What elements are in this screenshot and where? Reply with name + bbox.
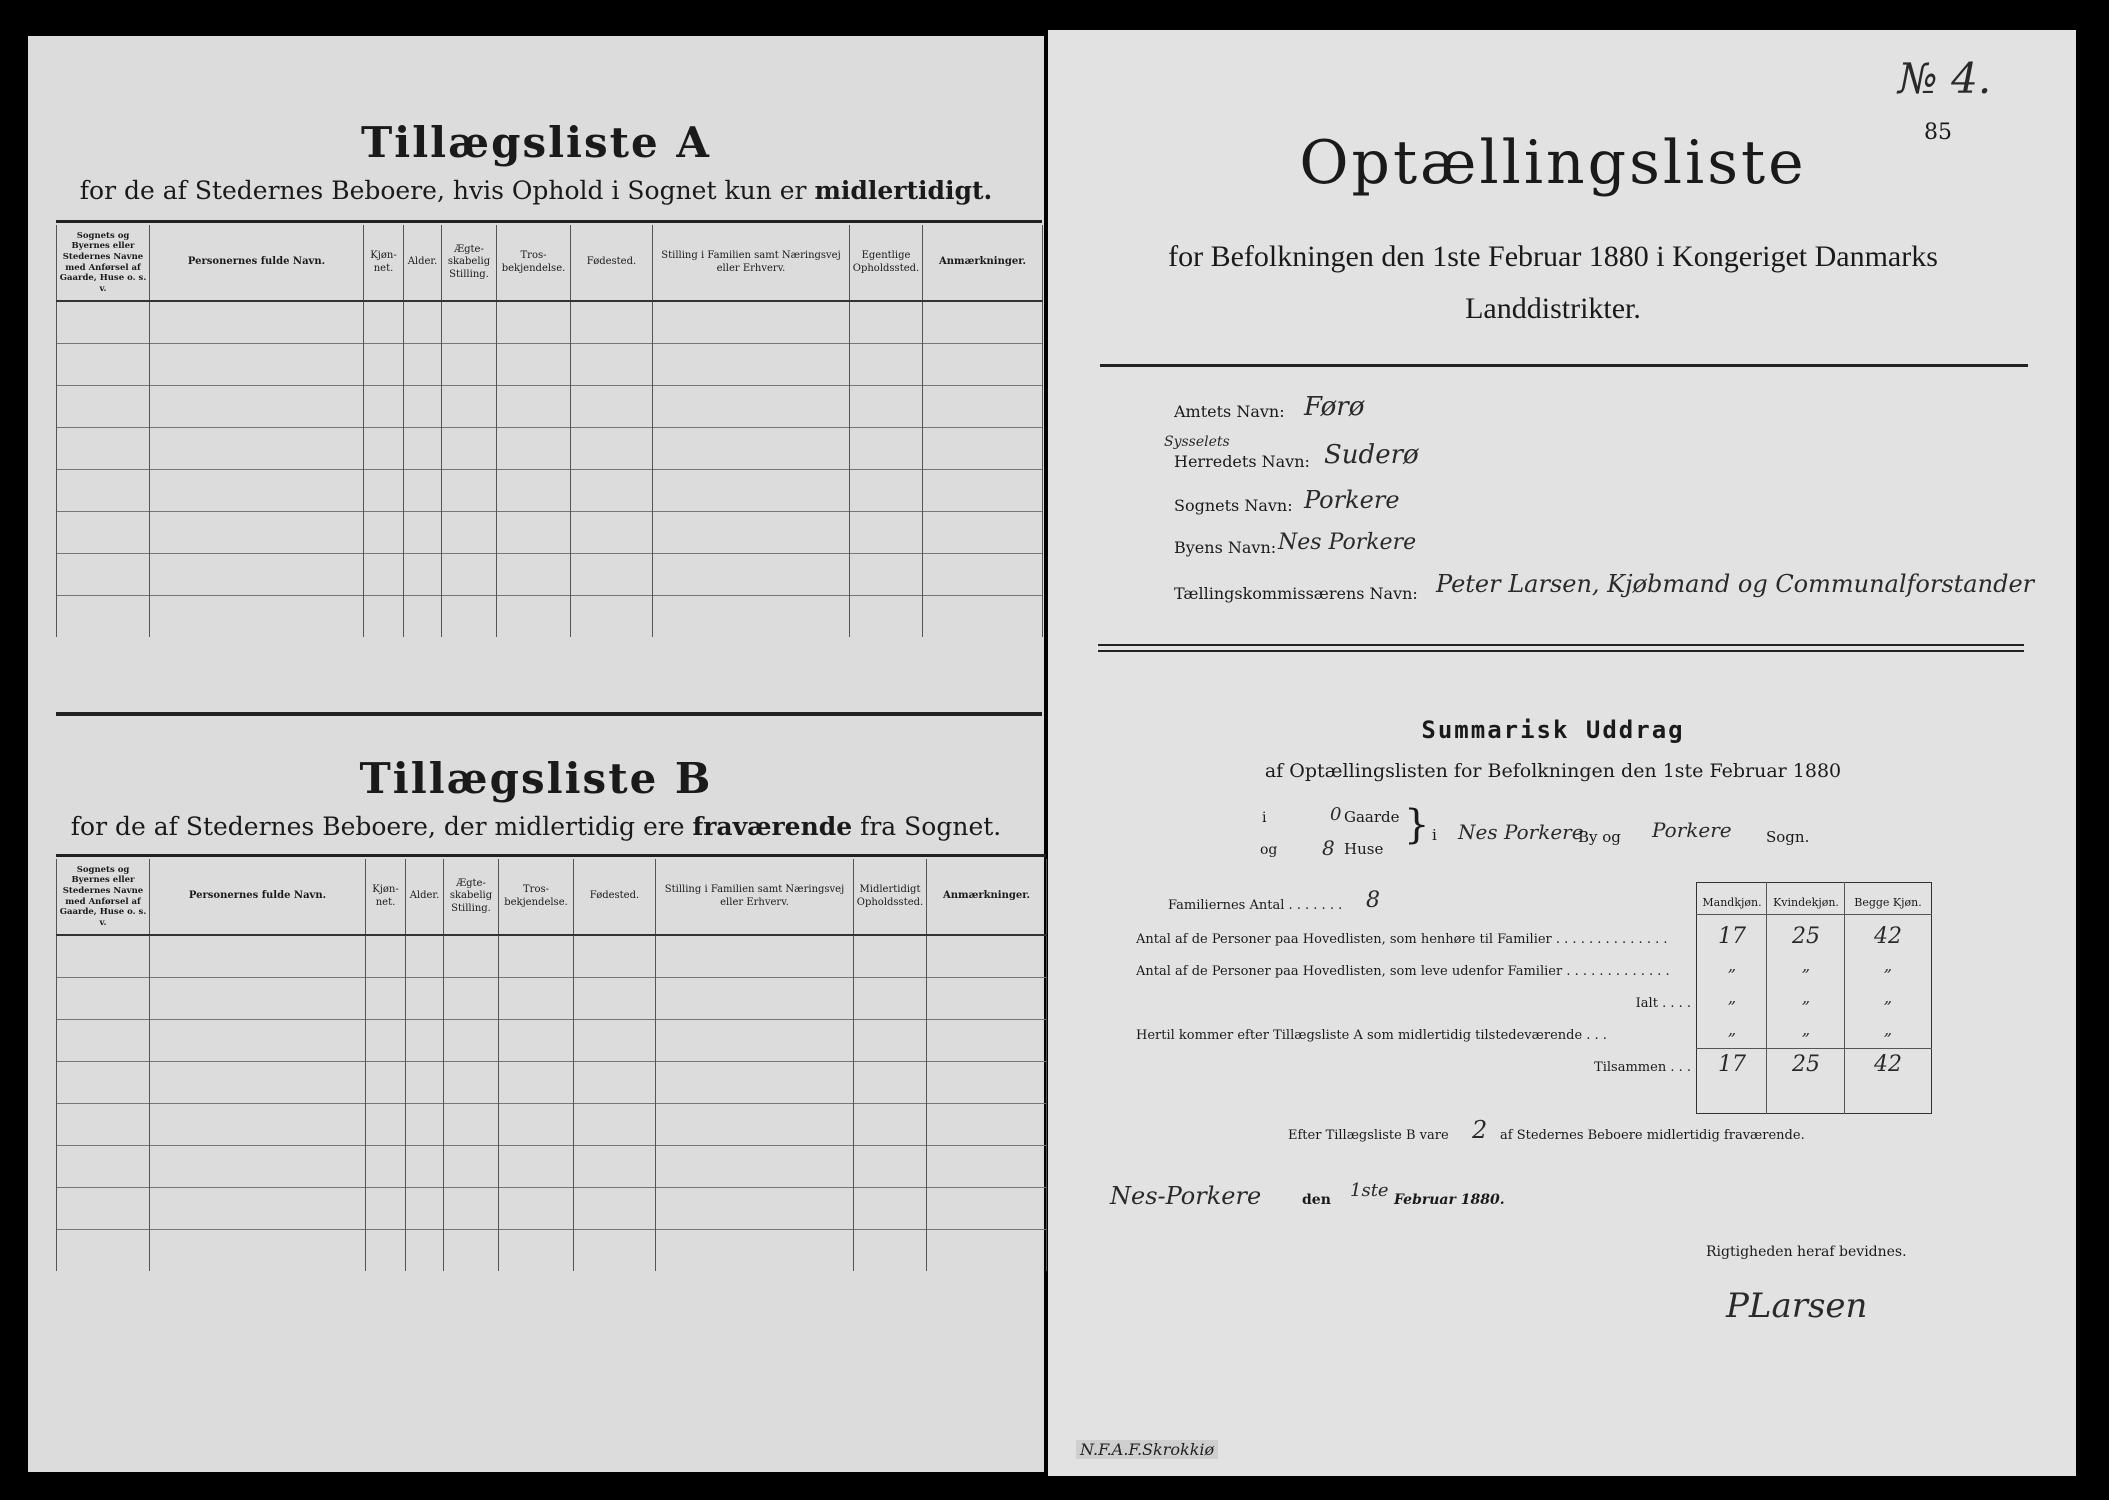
- col-header-sex: Kjøn-net.: [364, 225, 404, 301]
- table-row: [57, 1230, 1047, 1272]
- header-rule: [1100, 364, 2028, 367]
- col-header-remarks: Anmærkninger.: [927, 859, 1047, 935]
- cell-value: „: [1727, 988, 1737, 1007]
- cell-value: 17: [1718, 1052, 1746, 1077]
- table-row: [57, 596, 1043, 638]
- footer-note: N.F.A.F.Skrokkiø: [1076, 1440, 1218, 1459]
- col-header-age: Alder.: [406, 859, 444, 935]
- bracket-icon: }: [1404, 802, 1430, 848]
- cell-value: 25: [1792, 924, 1820, 949]
- sogn-label: Sognets Navn:: [1174, 496, 1293, 515]
- cell-value: 42: [1874, 1052, 1902, 1077]
- cell-value: „: [1801, 1020, 1811, 1039]
- col-header-sex: Kjøn-net.: [366, 859, 406, 935]
- col-divider: [1844, 882, 1845, 1114]
- sheet-number: № 4.: [1898, 54, 1992, 103]
- page-number: 85: [1924, 120, 1952, 145]
- list-a-table: [56, 225, 1043, 637]
- list-a-subtitle: [28, 176, 1044, 205]
- commissioner-value: Peter Larsen, Kjøbmand og Communalforstander: [1436, 570, 2035, 598]
- date-den: den: [1302, 1192, 1331, 1208]
- table-row: [57, 1146, 1047, 1188]
- col-header-both: Begge Kjøn.: [1854, 896, 1922, 909]
- cell-value: „: [1883, 988, 1893, 1007]
- left-page: [28, 36, 1044, 1472]
- cell-value: „: [1883, 956, 1893, 975]
- families-label: Familiernes Antal . . . . . . .: [1168, 898, 1343, 913]
- total-divider: [1696, 1048, 1932, 1049]
- col-header-male: Mandkjøn.: [1702, 896, 1762, 909]
- col-header-marital: Ægte-skabelig Stilling.: [442, 225, 497, 301]
- table-row: [57, 386, 1043, 428]
- summary-row-label: Antal af de Personer paa Hovedlisten, som henhøre til Familier . . . . . . . . . . . . . .: [1136, 932, 1668, 947]
- summary-row-label: Ialt . . . .: [1635, 996, 1691, 1011]
- cell-value: „: [1727, 1020, 1737, 1039]
- list-a-subtitle-bold: midlertidigt.: [814, 176, 993, 205]
- date-month-year: Februar 1880.: [1394, 1192, 1505, 1208]
- col-header-birthplace: Fødested.: [574, 859, 656, 935]
- summary-row-label: Hertil kommer efter Tillægsliste A som midlertidig tilstedeværende . . .: [1136, 1028, 1607, 1043]
- cell-value: 25: [1792, 1052, 1820, 1077]
- sogn-suffix-label: Sogn.: [1766, 828, 1810, 846]
- absent-pre: Efter Tillægsliste B vare: [1288, 1128, 1449, 1143]
- table-row: [57, 428, 1043, 470]
- list-b-subtitle-bold: fraværende: [692, 812, 853, 841]
- cell-value: „: [1801, 956, 1811, 975]
- table-row: [57, 935, 1047, 978]
- table-row: [57, 1020, 1047, 1062]
- table-row: [57, 554, 1043, 596]
- summary-subtitle: af Optællingslisten for Befolkningen den 1ste Februar 1880: [1264, 760, 1842, 782]
- list-a-top-rule: [56, 220, 1042, 223]
- i-label-2: i: [1432, 826, 1437, 844]
- col-header-faith: Tros-bekjendelse.: [499, 859, 574, 935]
- i-label: i: [1262, 810, 1267, 826]
- list-a-subtitle-text: for de af Stedernes Beboere, hvis Ophold i Sognet kun er: [79, 176, 815, 205]
- col-header-place: Sognets og Byernes eller Stedernes Navne med Anførsel af Gaarde, Huse o. s. v.: [57, 859, 150, 935]
- table-row: [57, 1104, 1047, 1146]
- list-b-subtitle-end: fra Sognet.: [852, 812, 1002, 841]
- absent-post: af Stedernes Beboere midlertidig fraværende.: [1500, 1128, 1805, 1143]
- families-value: 8: [1366, 888, 1380, 913]
- cell-value: „: [1883, 1020, 1893, 1039]
- by-og-label: By og: [1578, 828, 1621, 846]
- table-row: [57, 344, 1043, 386]
- page-subtitle-2: Landdistrikter.: [1465, 292, 1641, 325]
- col-header-marital: Ægte-skabelig Stilling.: [444, 859, 499, 935]
- cell-value: „: [1801, 988, 1811, 1007]
- summary-title: Summarisk Uddrag: [1421, 716, 1685, 744]
- fields-rule-1: [1098, 644, 2024, 646]
- sogn-value: Porkere: [1304, 486, 1400, 514]
- col-header-name: Personernes fulde Navn.: [150, 225, 364, 301]
- col-header-occupation: Stilling i Familien samt Næringsvej eller Erhverv.: [656, 859, 854, 935]
- table-row: [57, 978, 1047, 1020]
- col-header-remarks: Anmærkninger.: [923, 225, 1043, 301]
- cell-value: 17: [1718, 924, 1746, 949]
- list-b-subtitle-text: for de af Stedernes Beboere, der midlertidig ere: [70, 812, 693, 841]
- col-header-name: Personernes fulde Navn.: [150, 859, 366, 935]
- herred-label: Herredets Navn:: [1174, 452, 1310, 471]
- table-row: [57, 1062, 1047, 1104]
- col-header-female: Kvindekjøn.: [1773, 896, 1839, 909]
- date-place: Nes-Porkere: [1110, 1182, 1262, 1210]
- amt-label: Amtets Navn:: [1174, 402, 1285, 421]
- col-header-temp-residence: Midlertidigt Opholdssted.: [854, 859, 927, 935]
- list-a-title: Tillægsliste A: [361, 118, 711, 167]
- col-header-faith: Tros-bekjendelse.: [497, 225, 571, 301]
- summary-row-label: Antal af de Personer paa Hovedlisten, som leve udenfor Familier . . . . . . . . . . . . .: [1136, 964, 1670, 979]
- summary-row-label: Tilsammen . . .: [1594, 1060, 1691, 1075]
- list-b-subtitle: [28, 812, 1044, 841]
- table-row: [57, 512, 1043, 554]
- col-header-birthplace: Fødested.: [571, 225, 653, 301]
- header-divider: [1696, 914, 1932, 915]
- page-title: Optællingsliste: [1299, 128, 1807, 198]
- herred-annotation: Sysselets: [1164, 434, 1230, 450]
- list-b-title: Tillægsliste B: [359, 754, 713, 803]
- gaarde-label: Gaarde: [1344, 808, 1400, 826]
- by-label: Byens Navn:: [1174, 538, 1277, 557]
- by-name-value: Nes Porkere: [1458, 820, 1584, 844]
- huse-value: 8: [1322, 836, 1335, 860]
- sogn-name-value: Porkere: [1652, 818, 1732, 842]
- commissioner-label: Tællingskommissærens Navn:: [1174, 584, 1418, 603]
- page-subtitle-1: for Befolkningen den 1ste Februar 1880 i Kongeriget Danmarks: [1168, 240, 1938, 273]
- col-header-residence: Egentlige Opholdssted.: [850, 225, 923, 301]
- col-header-age: Alder.: [404, 225, 442, 301]
- table-row: [57, 1188, 1047, 1230]
- list-a-bottom-rule: [56, 712, 1042, 716]
- date-day: 1ste: [1350, 1180, 1389, 1201]
- herred-value: Suderø: [1324, 440, 1419, 470]
- table-row: [57, 470, 1043, 512]
- col-header-place: Sognets og Byernes eller Stedernes Navne med Anførsel af Gaarde, Huse o. s. v.: [57, 225, 150, 301]
- right-page: [1048, 30, 2076, 1476]
- list-b-top-rule: [56, 854, 1046, 857]
- cell-value: 42: [1874, 924, 1902, 949]
- table-row: [57, 301, 1043, 344]
- col-header-occupation: Stilling i Familien samt Næringsvej eller Erhverv.: [653, 225, 850, 301]
- signature: PLarsen: [1726, 1286, 1868, 1326]
- absent-value: 2: [1472, 1116, 1488, 1144]
- fields-rule-2: [1098, 650, 2024, 652]
- amt-value: Førø: [1304, 392, 1365, 422]
- og-label: og: [1260, 842, 1278, 858]
- cell-value: „: [1727, 956, 1737, 975]
- col-divider: [1766, 882, 1767, 1114]
- list-b-table: [56, 859, 1047, 1271]
- gaarde-value: 0: [1330, 804, 1342, 825]
- by-value: Nes Porkere: [1278, 530, 1417, 555]
- huse-label: Huse: [1344, 840, 1384, 858]
- attest-text: Rigtigheden heraf bevidnes.: [1706, 1244, 1907, 1260]
